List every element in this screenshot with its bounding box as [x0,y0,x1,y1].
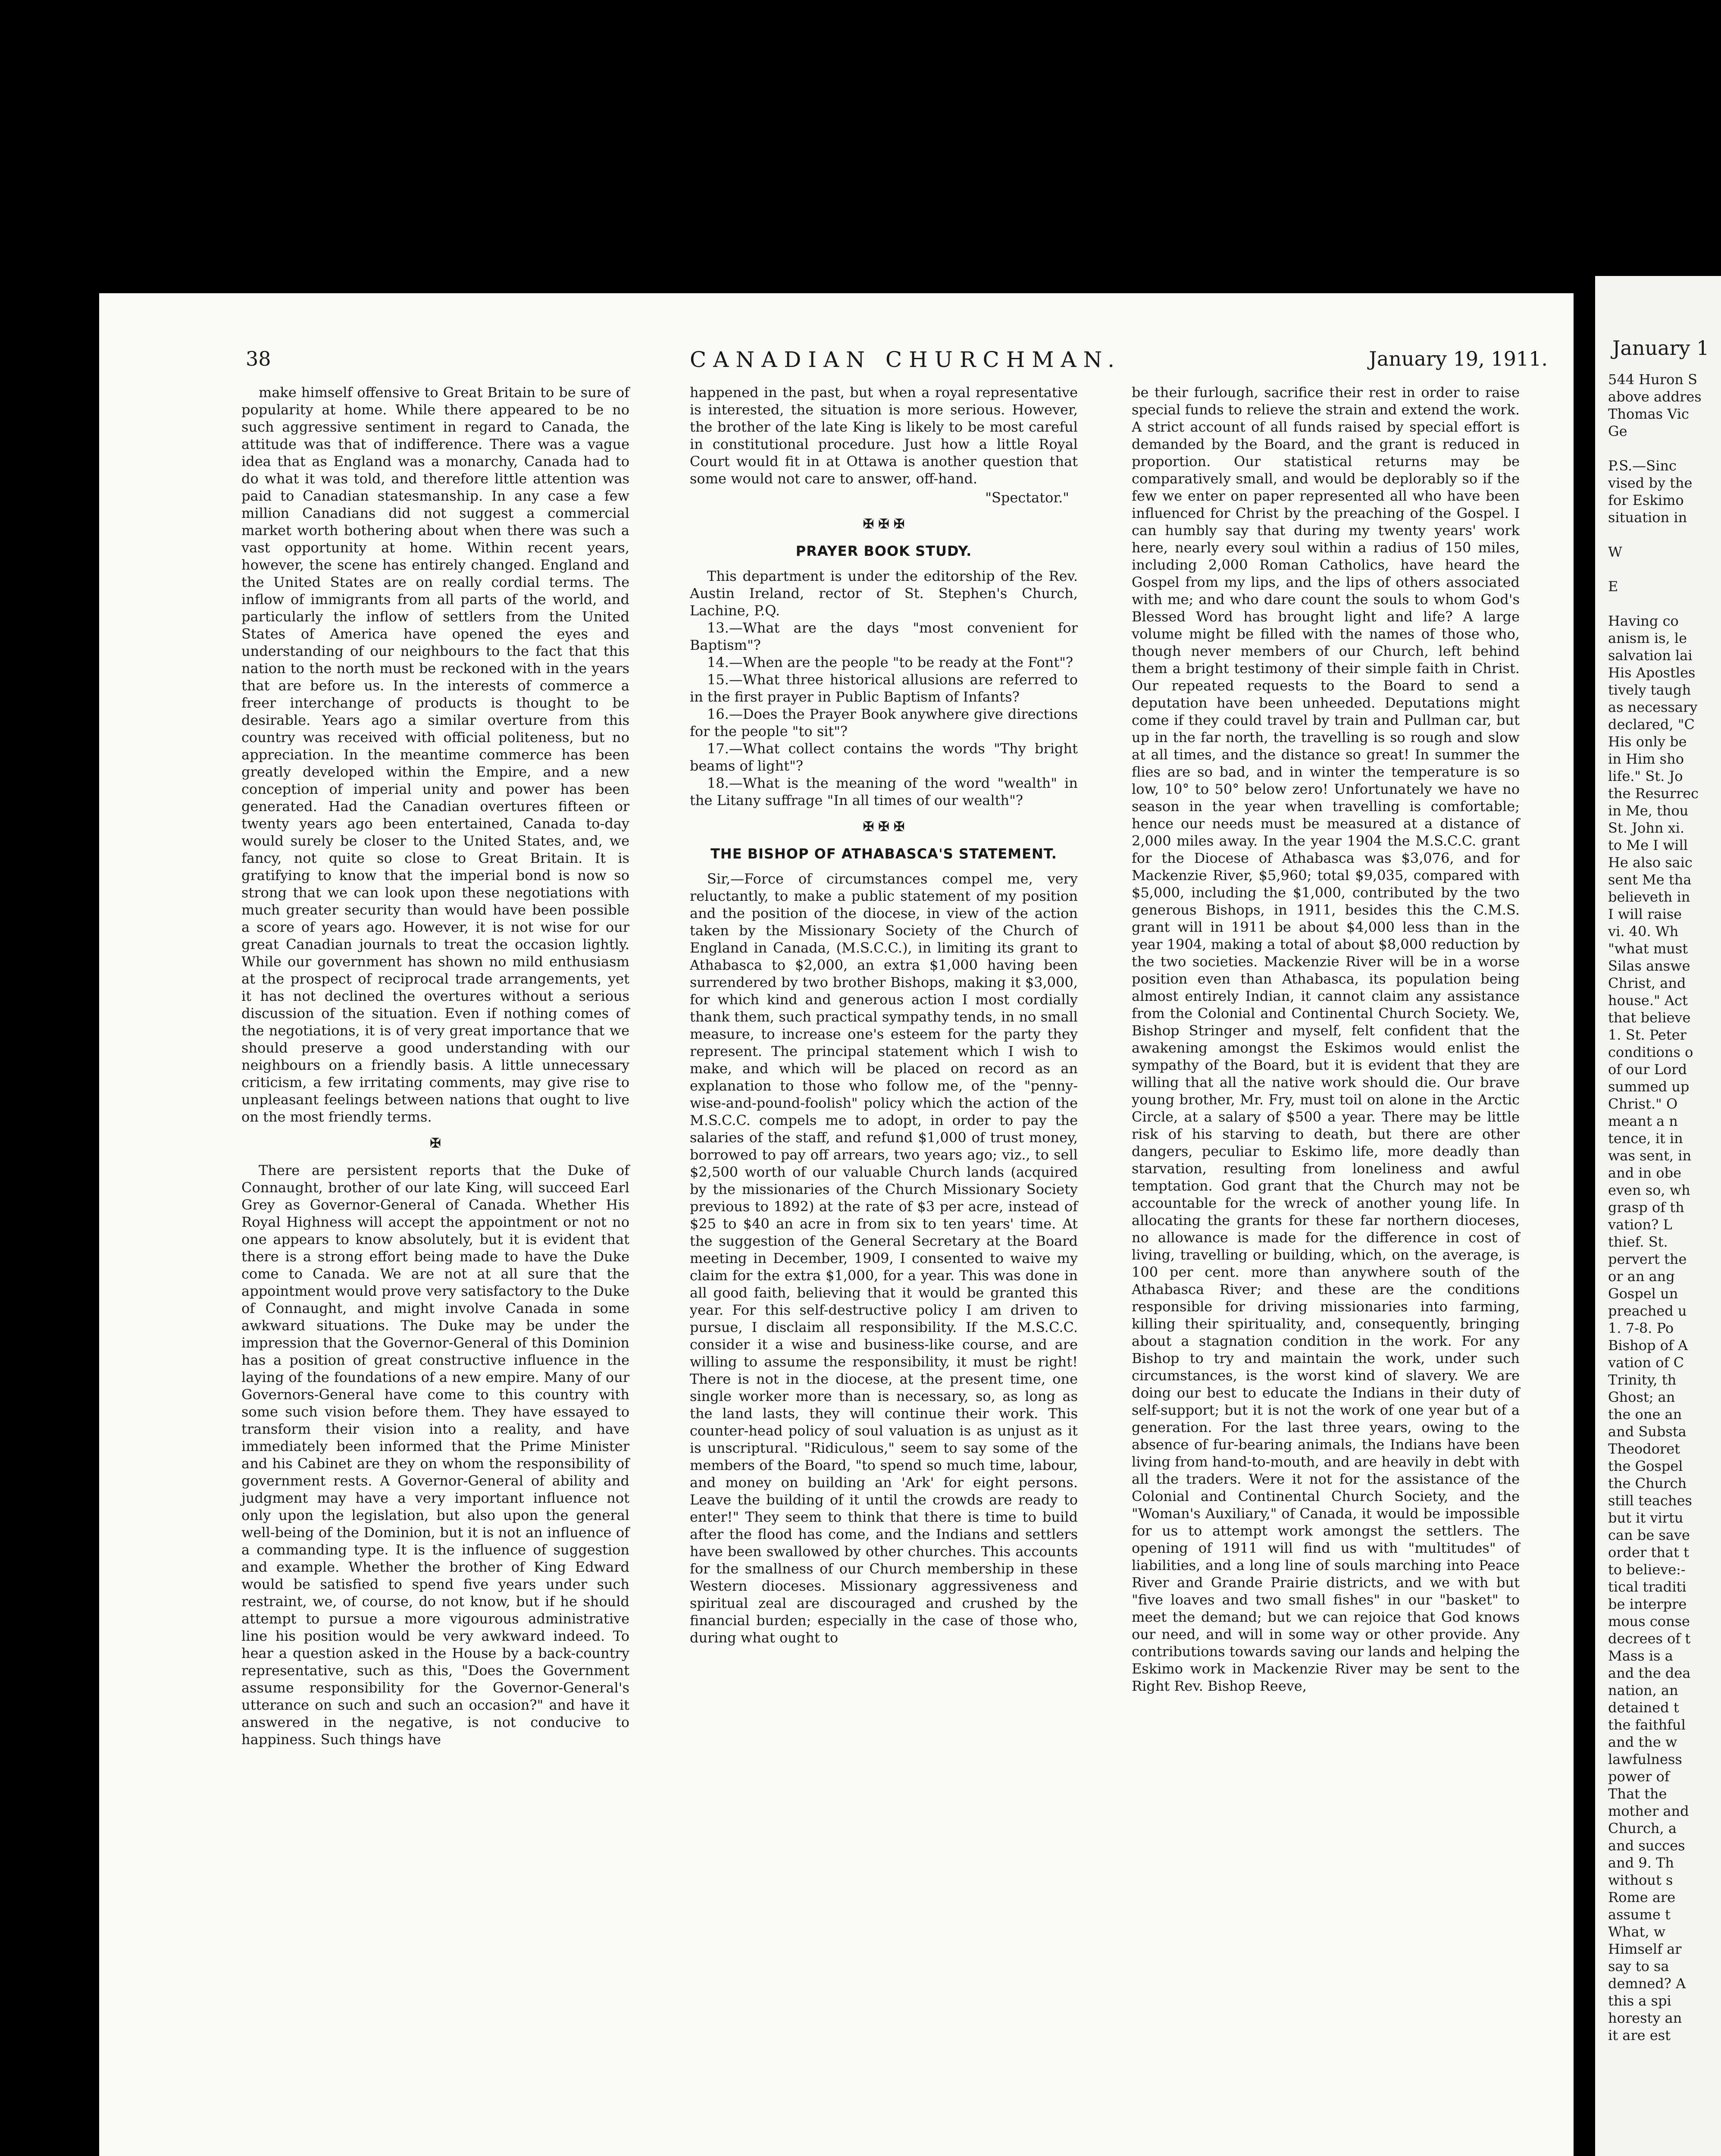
question-15: 15.—What three historical allusions are referred to in the first prayer in Public Baptism of Infants? [690,671,1078,705]
adjacent-page-line: Bishop of A [1608,1337,1688,1354]
adjacent-page-line: Ge [1608,423,1627,439]
adjacent-page-line: mous conse [1608,1613,1690,1630]
adjacent-page-line: Theodoret [1608,1441,1680,1457]
adjacent-page-line: believeth in [1608,889,1690,905]
adjacent-page-line: be interpre [1608,1596,1687,1612]
section-separator: ✠ [430,1136,441,1151]
question-13: 13.—What are the days "most convenient for Baptism"? [690,620,1078,653]
adjacent-page-line: was sent, in [1608,1147,1692,1164]
adjacent-page-line: in Him sho [1608,751,1684,767]
adjacent-page-line: but it virtu [1608,1510,1683,1526]
adjacent-page [1595,276,1721,2156]
adjacent-page-line: E [1608,578,1618,595]
adjacent-page-line: Church, a [1608,1820,1677,1836]
adjacent-page-line: Himself ar [1608,1941,1682,1957]
adjacent-page-line: Gospel un [1608,1285,1678,1302]
adjacent-page-line: of our Lord [1608,1061,1687,1078]
adjacent-page-line: What, w [1608,1924,1666,1940]
adjacent-page-line: Ghost; an [1608,1389,1675,1405]
adjacent-page-line [1608,561,1721,578]
adjacent-page-line: in Me, thou [1608,802,1689,819]
page-number: 38 [246,347,271,370]
column-2 [690,384,1078,1646]
column-3 [1132,384,1520,1695]
adjacent-page-line: pervert the [1608,1251,1687,1267]
adjacent-page-line: can be save [1608,1527,1690,1543]
adjacent-page-line: 544 Huron S [1608,371,1698,388]
letter-paragraph: Sir,—Force of circumstances compel me, very reluctantly, to make a public statement of my position and the position of the diocese, in view of the action taken by the Missionary Society of the Church of England in Canada, (M.S.C.C.), in limiting its grant to Athabasca to $2,000, an extra $1,000 having been surrendered by two brother Bishops, making it $3,000, for which kind and generous action I most cordially thank them, such practical sympathy tends, in no small measure, to increase one's esteem for the party they represent. The principal statement which I wish to make, and which will be placed on record as an explanation to those who follow me, of the "penny-wise-and-pound-foolish" policy which the action of the M.S.C.C. compels me to adopt, in order to pay the salaries of the staff, and refund $1,000 of trust money, borrowed to pay off arrears, two years ago; viz., to sell $2,500 worth of our valuable Church lands (acquired by the missionaries of the Church Missionary Society previous to 1892) at the rate of $3 per acre, instead of $25 to $40 an acre in from six to ten years' time. At the suggestion of the General Secretary at the Board meeting in December, 1909, I consented to waive my claim for the extra $1,000, for a year. This was done in all good faith, believing that it would be granted this year. For this self-destructive policy I am driven to pursue, I disclaim all responsibility. If the M.S.C.C. consider it a wise and business-like course, and are willing to assume the responsibility, it must be right! There is not in the diocese, at the present time, one single worker more than is necessary, so, as long as the land lasts, they will continue their work. This counter-head policy of soul valuation is as unjust as it is unscriptural. "Ridiculous," seem to say some of the members of the Board, "to spend so much time, labour, and money on building an 'Ark' for eight persons. Leave the building of it until the crowds are ready to enter!" They seem to think that there is time to build after the flood has come, and the Indians and settlers have been swallowed by other churches. This accounts for the smallness of our Church membership in these Western dioceses. Missionary aggressiveness and spiritual zeal are discouraged and crushed by the financial burden; especially in the case of those who, during what ought to [690,871,1078,1646]
adjacent-page-line: conditions o [1608,1044,1693,1060]
issue-date: January 19, 1911. [1369,347,1548,370]
adjacent-page-line: anism is, le [1608,630,1687,646]
adjacent-page-line: order that t [1608,1544,1689,1561]
adjacent-page-line: 1. St. Peter [1608,1027,1687,1043]
adjacent-page-line: still teaches [1608,1492,1692,1509]
adjacent-page-line: for Eskimo [1608,492,1684,508]
adjacent-page-line: 1. 7-8. Po [1608,1320,1674,1336]
adjacent-page-line: Christ, and [1608,975,1686,991]
adjacent-page-line: and succes [1608,1837,1685,1854]
adjacent-page-line: and 9. Th [1608,1855,1674,1871]
publication-title: CANADIAN CHURCHMAN. [690,347,1122,372]
adjacent-page-line: lawfulness [1608,1751,1682,1767]
adjacent-page-line: and the w [1608,1734,1677,1750]
adjacent-page-line: sent Me tha [1608,871,1692,888]
adjacent-page-line: Having co [1608,613,1679,629]
adjacent-page-line: assume t [1608,1906,1671,1923]
adjacent-page-line: He also saic [1608,854,1693,871]
adjacent-page-text [1608,371,1721,2044]
adjacent-page-line: the faithful [1608,1717,1686,1733]
adjacent-page-line: Silas answe [1608,958,1690,974]
adjacent-page-line: or an ang [1608,1268,1675,1285]
adjacent-page-line: Christ." O [1608,1096,1678,1112]
adjacent-page-line [1608,526,1721,543]
editorial-paragraph: There are persistent reports that the Duke of Connaught, brother of our late King, will succeed Earl Grey as Governor-General of Canada. Whether His Royal Highness will accept the appointment or not no one appears to know absolutely, but it is evident that there is a strong effort being made to have the Duke come to Canada. We are not at all sure that the appointment would prove very satisfactory to the Duke of Connaught, and might involve Canada in some awkward situations. The Duke may be under the impression that the Governor-General of this Dominion has a position of great constructive influence in the laying of the foundations of a new empire. Many of our Governors-General have come to this country with some such vision before them. They have essayed to transform their vision into a reality, and have immediately been informed that the Prime Minister and his Cabinet are they on whom the responsibility of government rests. A Governor-General of ability and judgment may have a very important influence not only upon the legislation, but also upon the general well-being of the Dominion, but it is not an influence of a commanding type. It is the influence of suggestion and example. Whether the brother of King Edward would be satisfied to spend five years under such restraint, we, of course, do not know, but if he should attempt to pursue a more vigourous administrative line his position would be very awkward indeed. To hear a question asked in the House by a back-country representative, such as this, "Does the Government assume responsibility for the Governor-General's utterance on such and such an occasion?" and have it answered in the negative, is not conducive to happiness. Such things have [241,1162,629,1748]
question-17: 17.—What collect contains the words "Thy bright beams of light"? [690,740,1078,774]
adjacent-page-line: thief. St. [1608,1234,1668,1250]
editorial-paragraph: happened in the past, but when a royal representative is interested, the situation is more serious. However, the brother of the late King is likely to be most careful in constitutional procedure. Just how a little Royal Court would fit in at Ottawa is another question that some would not care to answer, off-hand. [690,384,1078,487]
adjacent-page-line: His only be [1608,733,1687,750]
adjacent-page-line: Thomas Vic [1608,406,1689,422]
adjacent-page-line: tence, it in [1608,1130,1683,1147]
letter-paragraph: be their furlough, sacrifice their rest in order to raise special funds to relieve the strain and extend the work. A strict account of all funds raised by special effort is demanded by the Board, and the grant is reduced in proportion. Our statistical returns may be comparatively small, and would be deplorably so if the few we enter on paper represented all who have been influenced for Christ by the preaching of the Gospel. I can humbly say that during my twenty years' work here, nearly every soul within a radius of 150 miles, including 2,000 Roman Catholics, have heard the Gospel from my lips, and the lips of others associated with me; and who dare count the souls to whom God's Blessed Word has brought light and life? A large volume might be filled with the names of those who, though never members of our Church, left behind them a bright testimony of their simple faith in Christ. Our repeated requests to the Board to send a deputation have been unheeded. Deputations might come if they could travel by train and Pullman car, but up in the far north, the travelling is so rough and slow at all times, and the distance so great! In summer the flies are so bad, and in winter the temperature is so low, 10° to 50° below zero! Unfortunately we have no season in the year when travelling is comfortable; hence our needs must be measured at a distance of 2,000 miles away. In the year 1904 the M.S.C.C. grant for the Diocese of Athabasca was $3,076, and for Mackenzie River, $5,960; total $9,035, compared with $5,000, including the $1,000, contributed by the two generous Bishops, in 1911, besides this the C.M.S. grant will in 1911 be about $4,000 less than in the year 1904, making a total of about $8,000 reduction by the two societies. Mackenzie River will be in a worse position even than Athabasca, its population being almost entirely Indian, it cannot claim any assistance from the Colonial and Continental Church Society. We, Bishop Stringer and myself, felt confident that the awakening amongst the Eskimos would enlist the sympathy of the Board, but it is evident that they are willing that all the native work should die. Our brave young brother, Mr. Fry, must toil on alone in the Arctic Circle, at a salary of $500 a year. There may be little risk of his starving to death, but there are other dangers, peculiar to Eskimo life, more deadly than starvation, resulting from loneliness and awful temptation. God grant that the Church may not be accountable for the wreck of another young life. In allocating the grants for these far northern dioceses, no allowance is made for the difference in cost of living, travelling or building, which, on the average, is 100 per cent. more than anywhere south of the Athabasca River; and these are the conditions responsible for driving missionaries into farming, killing their spirituality, and, consequently, bringing about a stagnation condition in the work. For any Bishop to try and maintain the work, under such circumstances, is the worst kind of slavery. We are doing our best to educate the Indians in their duty of self-support; but it is not the work of one year but of a generation. For the last three years, owing to the absence of fur-bearing animals, the Indians have been living from hand-to-mouth, and are heavily in debt with all the traders. Were it not for the assistance of the Colonial and Continental Church Society, and the "Woman's Auxiliary," of Canada, it would be impossible for us to attempt work amongst the settlers. The opening of 1911 will find us with "multitudes" of liabilities, and a long line of souls marching into Peace River and Grande Prairie districts, and we with but "five loaves and two small fishes" in our "basket" to meet the demand; but we can rejoice that God knows our need, and will in some way or other provide. Any contributions towards saving our lands and helping the Eskimo work in Mackenzie River may be sent to the Right Rev. Bishop Reeve, [1132,384,1520,1694]
adjacent-page-line: house." Act [1608,992,1688,1009]
adjacent-page-line: and Substa [1608,1423,1687,1440]
adjacent-page-line: as necessary [1608,699,1698,715]
article-paragraph: This department is under the editorship of the Rev. Austin Ireland, rector of St. Stephen's Church, Lachine, P.Q. [690,568,1078,619]
adjacent-page-line: declared, "C [1608,716,1695,733]
adjacent-page-line: the one an [1608,1406,1682,1423]
adjacent-page-line: life." St. Jo [1608,768,1683,784]
adjacent-page-line: horesty an [1608,2010,1682,2026]
adjacent-page-line: I will raise [1608,906,1682,922]
adjacent-page-line: the Gospel [1608,1458,1683,1474]
adjacent-page-line: that believe [1608,1009,1691,1026]
adjacent-page-line: Trinity, th [1608,1372,1677,1388]
adjacent-page-line: vation? L [1608,1216,1672,1233]
question-18: 18.—What is the meaning of the word "wealth" in the Litany suffrage "In all times of our wealth"? [690,775,1078,808]
section-separator: ✠ ✠ ✠ [863,517,905,532]
editorial-paragraph: make himself offensive to Great Britain to be sure of popularity at home. While there appeared to be no such aggressive sentiment in regard to Canada, the attitude was that of indifference. There was a vague idea that as England was a monarchy, Canada had to do what it was told, and therefore little attention was paid to Canadian statesmanship. In any case a few million Canadians did not suggest a commercial market worth bothering about when there was such a vast opportunity at home. Within recent years, however, the scene has entirely changed. England and the United States are on really cordial terms. The inflow of immigrants from all parts of the world, and particularly the inflow of settlers from the United States of America have opened the eyes and understanding of our neighbours to the fact that this nation to the north must be reckoned with in the years that are before us. In the interests of commerce a freer interchange of products is thought to be desirable. Years ago a similar overture from this country was received with official politeness, but no appreciation. In the meantime commerce has been greatly developed within the Empire, and a new conception of imperial unity and power has been generated. Had the Canadian overtures fifteen or twenty years ago been entertained, Canada to-day would surely be closer to the United States, and, we fancy, not quite so close to Great Britain. It is gratifying to know that the imperial bond is now so strong that we can look upon these negotiations with much greater security than would have been possible a score of years ago. However, it is not wise for our great Canadian journals to treat the occasion lightly. While our government has shown no mild enthusiasm at the prospect of reciprocal trade arrangements, yet it has not declined the overtures without a serious discussion of the situation. Even if nothing comes of the negotiations, it is of very great importance that we should preserve a good understanding with our neighbours on a friendly basis. A little unnecessary criticism, a few irritating comments, may give rise to unpleasant feelings between nations that ought to live on the most friendly terms. [241,384,629,1125]
adjacent-page-line: and in obe [1608,1165,1682,1181]
adjacent-page-line: P.S.—Sinc [1608,458,1677,474]
adjacent-page-line: vi. 40. Wh [1608,923,1679,940]
adjacent-page-line: That the [1608,1786,1667,1802]
adjacent-page-line: it are est [1608,2027,1671,2043]
adjacent-page-line: above addres [1608,389,1702,405]
adjacent-page-line: even so, wh [1608,1182,1690,1198]
section-heading: PRAYER BOOK STUDY. [795,543,972,559]
section-heading: THE BISHOP OF ATHABASCA'S STATEMENT. [710,846,1057,862]
adjacent-page-line: mother and [1608,1803,1689,1819]
adjacent-page-line: His Apostles [1608,664,1696,681]
adjacent-page-line: preached u [1608,1303,1687,1319]
adjacent-page-line: summed up [1608,1078,1690,1095]
adjacent-page-line: grasp of th [1608,1199,1684,1216]
adjacent-page-line: the Resurrec [1608,785,1699,802]
adjacent-page-line: to believe:- [1608,1561,1686,1578]
adjacent-page-line: decrees of t [1608,1630,1691,1647]
adjacent-page-line: "what must [1608,940,1688,957]
adjacent-page-line: tively taugh [1608,682,1691,698]
signature: "Spectator." [985,489,1069,506]
adjacent-page-line: vised by the [1608,475,1693,491]
adjacent-page-line: to Me I will [1608,837,1688,853]
adjacent-page-line: tical traditi [1608,1579,1687,1595]
adjacent-page-header: January 1 [1612,336,1709,360]
adjacent-page-line: detained t [1608,1699,1679,1716]
adjacent-page-line: Rome are [1608,1889,1676,1905]
adjacent-page-line: salvation lai [1608,647,1693,664]
newspaper-page [99,293,1574,2156]
section-separator: ✠ ✠ ✠ [863,819,905,834]
adjacent-page-line: St. John xi. [1608,820,1685,836]
adjacent-page-line: this a spi [1608,1993,1671,2009]
adjacent-page-line: situation in [1608,509,1687,526]
adjacent-page-line: meant a n [1608,1113,1678,1129]
adjacent-page-line: W [1608,544,1622,560]
adjacent-page-line: nation, an [1608,1682,1678,1698]
adjacent-page-line: say to sa [1608,1958,1669,1974]
adjacent-page-line: the Church [1608,1475,1687,1492]
adjacent-page-line: and the dea [1608,1665,1691,1681]
adjacent-page-line [1608,595,1721,612]
column-1 [241,384,629,1748]
adjacent-page-line: without s [1608,1872,1673,1888]
adjacent-page-line: demned? A [1608,1975,1686,1992]
adjacent-page-line: vation of C [1608,1354,1684,1371]
adjacent-page-line [1608,440,1721,457]
question-14: 14.—When are the people "to be ready at the Font"? [707,654,1073,671]
question-16: 16.—Does the Prayer Book anywhere give directions for the people "to sit"? [690,706,1078,740]
adjacent-page-line: power of [1608,1768,1670,1785]
adjacent-page-line: Mass is a [1608,1648,1673,1664]
